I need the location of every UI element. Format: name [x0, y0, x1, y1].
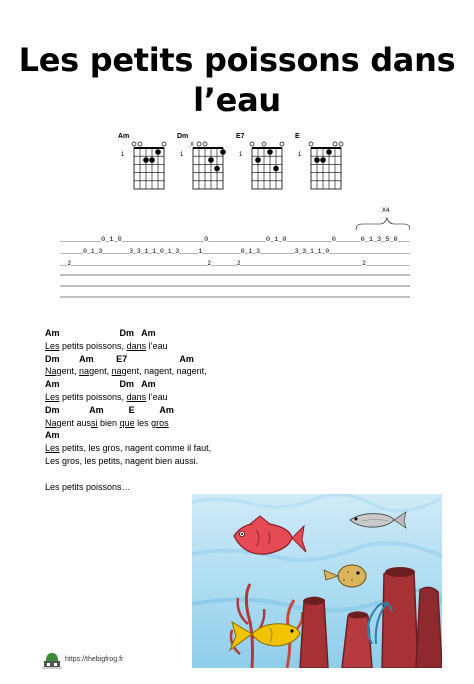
repeat-bracket — [356, 218, 410, 230]
lyric-text: petits poissons, — [59, 391, 127, 402]
chord-line: Am Dm Am — [45, 328, 156, 338]
finger-dot — [320, 157, 326, 163]
lyric-emphasis: Les — [45, 443, 60, 454]
chord-am — [118, 133, 178, 195]
lyric-emphasis: dans — [126, 340, 147, 351]
chord-e7 — [236, 133, 296, 195]
footer-link[interactable]: https://thebigfrog.fr — [65, 656, 124, 663]
chord-name: E — [295, 133, 300, 140]
song-title: Les petits poissons dans l’eau — [18, 41, 456, 119]
chord-am-grid — [118, 133, 178, 195]
chord-e-grid — [295, 133, 355, 195]
lyric-emphasis: Les — [45, 391, 60, 402]
lyric-emphasis: Na — [45, 366, 57, 377]
lyric-text: gent, — [56, 366, 80, 377]
lyric-emphasis: dans — [126, 391, 147, 402]
repeat-label: X4 — [382, 208, 390, 214]
lyric-emphasis: Na — [45, 417, 57, 428]
tab-string-1: __________0_1_0____________________0______________0_1_0___________0______0_1_3_5_0___ — [60, 236, 410, 243]
lyric-emphasis: na — [79, 366, 90, 377]
open-string-marker — [339, 142, 343, 146]
lyric-text: gent, — [89, 366, 112, 377]
finger-dot — [267, 149, 273, 155]
lyric-emphasis: si — [91, 417, 98, 428]
open-string-marker — [203, 142, 207, 146]
chord-line: Am — [45, 430, 60, 441]
lyric-text: l’eau — [146, 340, 168, 351]
finger-dot — [155, 149, 161, 155]
finger-dot — [326, 149, 332, 155]
open-string-marker — [138, 142, 142, 146]
chord-line: Dm Am E7 Am — [45, 353, 194, 364]
open-string-marker — [309, 142, 313, 146]
muted-string-marker: X — [190, 142, 195, 148]
tablature-staff — [60, 205, 410, 305]
lyric-text: petits, les gros, nagent comme il faut, — [59, 443, 212, 454]
fret-label: 1 — [121, 152, 125, 158]
tab-string-2: ______0_1_3_______3_3_1_1_0_1_3_____1__________0_1_3_________3_3_1_1_0_____________________ — [60, 248, 410, 255]
lyric-emphasis: na — [111, 366, 122, 377]
coral-tube — [300, 597, 328, 668]
lyric-line — [45, 365, 285, 378]
frog-logo-icon — [42, 649, 62, 673]
chord-e — [295, 133, 355, 195]
finger-dot — [273, 166, 279, 172]
chord-line: Am Dm Am — [45, 379, 156, 390]
lyric-line — [45, 340, 285, 353]
finger-dot — [255, 157, 261, 163]
lyric-line: Les gros, les petits, nagent bien aussi. — [45, 455, 199, 466]
chord-name: Dm — [177, 133, 189, 140]
chord-name: E7 — [236, 133, 245, 140]
lyrics-block — [45, 327, 285, 468]
finger-dot — [143, 157, 149, 163]
outro-text: Les petits poissons… — [45, 482, 131, 492]
lyric-text: l’eau — [146, 391, 168, 402]
chord-name: Am — [118, 133, 130, 140]
open-string-marker — [262, 142, 266, 146]
fret-label: 1 — [180, 152, 184, 158]
open-string-marker — [162, 142, 166, 146]
chord-e7-grid — [236, 133, 296, 195]
lyric-text: les — [134, 417, 152, 428]
open-string-marker — [197, 142, 201, 146]
painting-illustration — [192, 494, 442, 668]
fret-label: 1 — [298, 152, 302, 158]
underwater-painting — [192, 494, 442, 668]
open-string-marker — [280, 142, 284, 146]
open-string-marker — [132, 142, 136, 146]
lyric-emphasis: gros — [151, 417, 169, 428]
tablature — [60, 205, 410, 305]
lyric-emphasis: Les — [45, 340, 60, 351]
finger-dot — [220, 149, 226, 155]
lyric-text: gent, nagent, nagent, — [121, 366, 207, 377]
lyric-text: petits poissons, — [59, 340, 127, 351]
coral-tube — [382, 568, 418, 668]
finger-dot — [214, 166, 220, 172]
tab-string-3: __2_____________________________________2_______2_________________________________2____________ — [60, 260, 410, 267]
chord-dm — [177, 133, 237, 195]
fret-label: 1 — [239, 152, 243, 158]
lyric-emphasis: que — [119, 417, 135, 428]
open-string-marker — [250, 142, 254, 146]
finger-dot — [314, 157, 320, 163]
lyric-text: bien — [97, 417, 120, 428]
chord-dm-grid — [177, 133, 237, 195]
finger-dot — [208, 157, 214, 163]
open-string-marker — [333, 142, 337, 146]
finger-dot — [149, 157, 155, 163]
lyric-line — [45, 391, 285, 404]
lyric-text: gent aus — [56, 417, 92, 428]
lyric-line — [45, 417, 285, 430]
chord-diagrams — [118, 133, 358, 195]
chord-line: Dm Am E Am — [45, 404, 174, 415]
lyric-line — [45, 442, 285, 455]
